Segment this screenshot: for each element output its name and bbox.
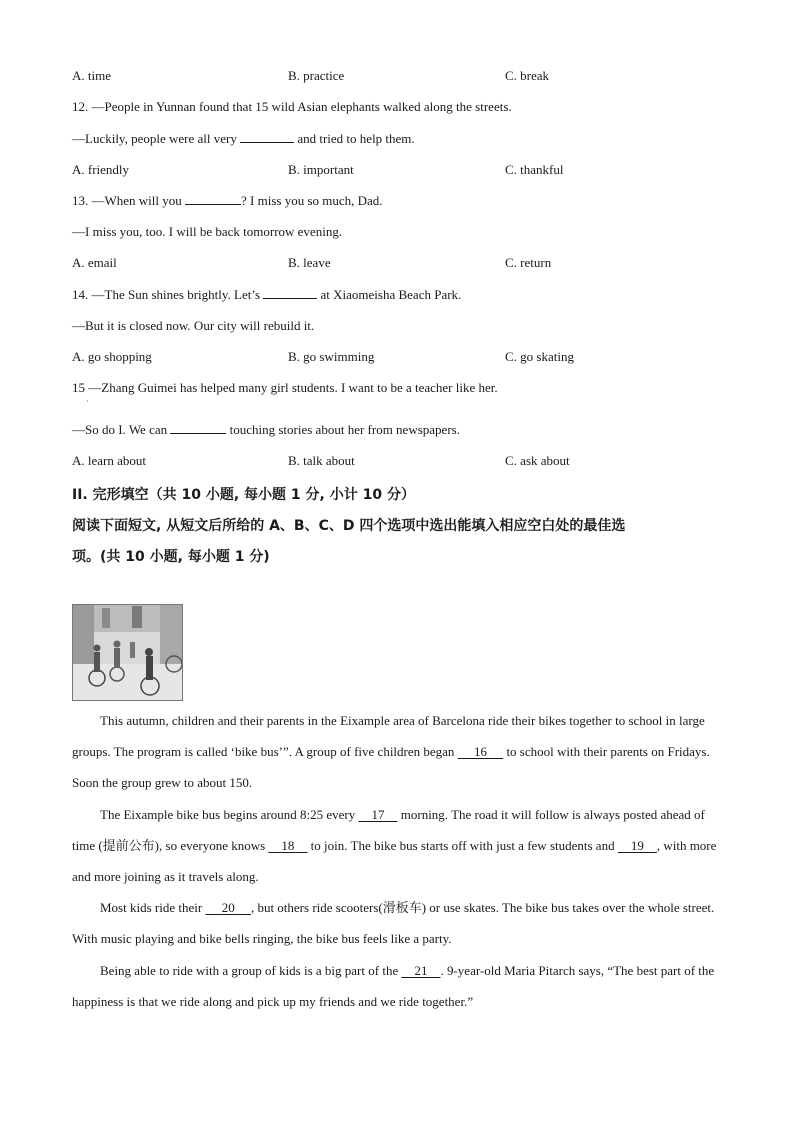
paragraph-text: This autumn, children and their parents in the Eixample area of Barcelona ride their bikes together to school in large groups. The program is called ‘bike bus’”. A group of five children began bbox=[72, 713, 705, 759]
q15-question: 15 —Zhang Guimei has helped many girl students. I want to be a teacher like her. bbox=[72, 380, 498, 395]
paragraph-text: to join. The bike bus starts off with just a few students and bbox=[307, 838, 618, 853]
q14-option-b: B. go swimming bbox=[288, 349, 375, 364]
q11-option-a: A. time bbox=[72, 68, 111, 83]
q14-response: —But it is closed now. Our city will rebuild it. bbox=[72, 318, 315, 333]
blank-number: 16 bbox=[473, 744, 487, 759]
paragraph-text: Being able to ride with a group of kids is a big part of the bbox=[100, 963, 402, 978]
q14-option-c: C. go skating bbox=[505, 349, 574, 364]
answer-blank bbox=[185, 194, 241, 205]
q13-question-start: 13. —When will you bbox=[72, 193, 186, 208]
paragraph-text: , with more and more joining as it travels along. bbox=[72, 838, 717, 884]
passage-paragraph-1 bbox=[72, 705, 722, 798]
q14-question-start: 14. —The Sun shines brightly. Let’s bbox=[72, 287, 264, 302]
blank-number: 20 bbox=[221, 900, 235, 915]
blank-19 bbox=[618, 830, 657, 861]
passage-paragraph-2 bbox=[72, 799, 722, 892]
blank-number: 18 bbox=[281, 838, 295, 853]
q13-option-c: C. return bbox=[505, 255, 552, 270]
blank-number: 17 bbox=[371, 807, 385, 822]
q15-option-a: A. learn about bbox=[72, 453, 147, 468]
stray-dot: · bbox=[86, 397, 89, 406]
q12-question: 12. —People in Yunnan found that 15 wild Asian elephants walked along the streets. bbox=[72, 99, 512, 114]
q15-option-b: B. talk about bbox=[288, 453, 355, 468]
q15-option-c: C. ask about bbox=[505, 453, 570, 468]
answer-blank bbox=[263, 288, 317, 299]
blank-17 bbox=[359, 799, 398, 830]
q13-question-end: ? I miss you so much, Dad. bbox=[241, 193, 383, 208]
paragraph-text: The Eixample bike bus begins around 8:25 every bbox=[100, 807, 359, 822]
q12-option-a: A. friendly bbox=[72, 162, 130, 177]
blank-16 bbox=[458, 736, 504, 767]
blank-number: 21 bbox=[414, 963, 428, 978]
q15-response-end: touching stories about her from newspapers. bbox=[226, 422, 460, 437]
q12-response-end: and tried to help them. bbox=[294, 131, 415, 146]
q12-option-b: B. important bbox=[288, 162, 354, 177]
passage-paragraph-4 bbox=[72, 955, 722, 1017]
q15-response bbox=[72, 422, 460, 438]
bike-bus-photo bbox=[72, 604, 183, 701]
blank-20 bbox=[205, 892, 251, 923]
section-instruction-line2: 项。(共 10 小题, 每小题 1 分) bbox=[72, 549, 270, 565]
q12-option-c: C. thankful bbox=[505, 162, 564, 177]
q14-question-end: at Xiaomeisha Beach Park. bbox=[317, 287, 462, 302]
section-instruction-line1: 阅读下面短文, 从短文后所给的 A、B、C、D 四个选项中选出能填入相应空白处的最佳选 bbox=[72, 518, 626, 534]
blank-number: 19 bbox=[630, 838, 644, 853]
answer-blank bbox=[170, 423, 226, 434]
q12-response-start: —Luckily, people were all very bbox=[72, 131, 241, 146]
q14-question bbox=[72, 287, 461, 303]
q13-question bbox=[72, 193, 383, 209]
q15-response-start: —So do I. We can bbox=[72, 422, 171, 437]
blank-21 bbox=[401, 955, 440, 986]
paragraph-text: , but others ride scooters(滑板车) or use skates. The bike bus takes over the whole street. With music playing and bike bells ringing, the bike bus feels like a party. bbox=[72, 900, 715, 946]
paragraph-text: . 9-year-old Maria Pitarch says, “The best part of the happiness is that we ride along and pick up my friends and we ride together.” bbox=[72, 963, 715, 1009]
answer-blank bbox=[240, 132, 294, 143]
q11-option-b: B. practice bbox=[288, 68, 345, 83]
paragraph-text: Most kids ride their bbox=[100, 900, 206, 915]
section-title: II. 完形填空（共 10 小题, 每小题 1 分, 小计 10 分） bbox=[72, 487, 415, 503]
paragraph-text: to school with their parents on Fridays. Soon the group grew to about 150. bbox=[72, 744, 710, 790]
q13-response: —I miss you, too. I will be back tomorrow evening. bbox=[72, 224, 343, 239]
blank-18 bbox=[268, 830, 307, 861]
q12-response bbox=[72, 131, 415, 147]
q13-option-a: A. email bbox=[72, 255, 117, 270]
q14-option-a: A. go shopping bbox=[72, 349, 152, 364]
paragraph-text: morning. The road it will follow is always posted ahead of time (提前公布), so everyone knows bbox=[72, 807, 705, 853]
q11-option-c: C. break bbox=[505, 68, 550, 83]
q13-option-b: B. leave bbox=[288, 255, 331, 270]
passage-paragraph-3 bbox=[72, 892, 722, 954]
